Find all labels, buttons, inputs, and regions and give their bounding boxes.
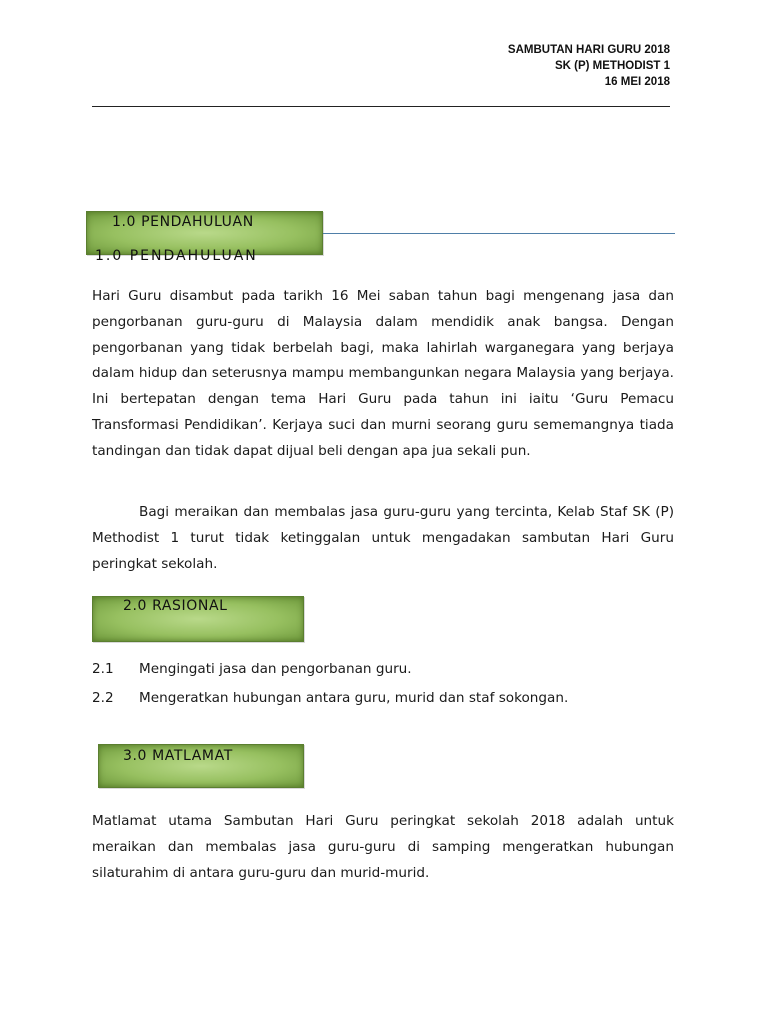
header-date: 16 MEI 2018 xyxy=(604,76,670,88)
section-1-paragraph-2: Bagi meraikan dan membalas jasa guru-guru yang tercinta, Kelab Staf SK (P) Methodist 1 turut tidak ketinggalan untuk mengadakan sambutan Hari Guru peringkat sekolah. xyxy=(92,504,674,572)
header-divider xyxy=(92,106,670,107)
section-1-heading: 1.0 PENDAHULUAN xyxy=(112,214,254,230)
list-item xyxy=(92,659,412,679)
section-3-heading: 3.0 MATLAMAT xyxy=(123,748,233,764)
section-2-heading: 2.0 RASIONAL xyxy=(123,598,228,614)
section-3-paragraph: Matlamat utama Sambutan Hari Guru peringkat sekolah 2018 adalah untuk meraikan dan membalas jasa guru-guru di samping mengeratkan hubungan silaturahim di antara guru-guru dan murid-murid. xyxy=(92,813,674,881)
list-item-number: 2.1 xyxy=(92,661,114,677)
list-item-text: Mengeratkan hubungan antara guru, murid dan staf sokongan. xyxy=(139,690,569,706)
document-header xyxy=(508,42,670,90)
list-item-number: 2.2 xyxy=(92,690,114,706)
header-event-title: SAMBUTAN HARI GURU 2018 xyxy=(507,44,670,56)
header-school-name: SK (P) METHODIST 1 xyxy=(554,60,670,72)
section-1-heading-overflow-text: 1.0 PENDAHULUAN xyxy=(95,248,258,264)
section-1-paragraph-1: Hari Guru disambut pada tarikh 16 Mei saban tahun bagi mengenang jasa dan pengorbanan guru-guru di Malaysia dalam mendidik anak bangsa. Dengan pengorbanan yang tidak berbelah bagi, maka lahirlah warganegara yang berjaya dalam hidup dan seterusnya mampu membangunkan negara Malaysia yang berjaya. Ini bertepatan dengan tema Hari Guru pada tahun ini iaitu ‘Guru Pemacu Transformasi Pendidikan’. Kerjaya suci dan murni seorang guru sememangnya tiada tandingan dan tidak dapat dijual beli dengan apa jua sekali pun. xyxy=(92,288,674,459)
section-1-rule xyxy=(323,233,675,234)
list-item-text: Mengingati jasa dan pengorbanan guru. xyxy=(139,661,412,677)
list-item xyxy=(92,688,568,708)
section-1-heading-overflow xyxy=(95,248,258,264)
